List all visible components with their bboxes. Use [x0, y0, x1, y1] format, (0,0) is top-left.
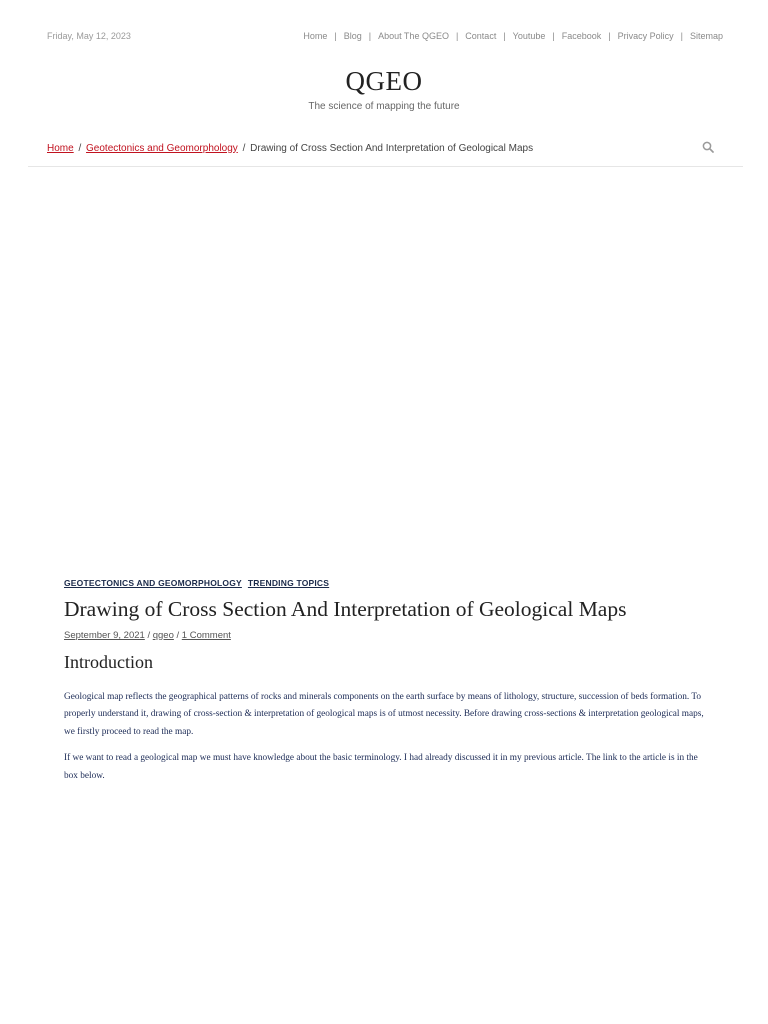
top-bar: [47, 28, 723, 44]
current-date: Friday, May 12, 2023: [47, 31, 131, 41]
breadcrumb-category-link[interactable]: Geotectonics and Geomorphology: [86, 142, 238, 154]
category-list: [64, 578, 714, 588]
article-paragraph: If we want to read a geological map we must have knowledge about the basic terminology. I had already discussed it in my previous article. The link to the article is in the box below.: [64, 753, 698, 781]
nav-separator: |: [680, 31, 683, 41]
nav-youtube[interactable]: Youtube: [512, 31, 546, 41]
nav-privacy-policy[interactable]: Privacy Policy: [617, 31, 674, 41]
post-meta: [64, 630, 714, 641]
header-divider: [28, 166, 743, 167]
nav-sitemap[interactable]: Sitemap: [689, 31, 723, 41]
breadcrumb-row: [47, 140, 716, 156]
post-title: Drawing of Cross Section And Interpretation of Geological Maps: [64, 597, 627, 621]
category-link-trending[interactable]: TRENDING TOPICS: [247, 578, 330, 588]
breadcrumb-current: Drawing of Cross Section And Interpretation of Geological Maps: [250, 142, 534, 154]
section-heading: Introduction: [64, 651, 153, 672]
top-nav: [303, 31, 723, 41]
nav-separator: |: [368, 31, 372, 41]
site-tagline: The science of mapping the future: [308, 101, 460, 112]
blank-ad-area: [28, 170, 743, 570]
meta-separator: /: [147, 629, 151, 641]
nav-separator: |: [455, 31, 459, 41]
post-author-link[interactable]: qgeo: [152, 629, 174, 641]
nav-contact[interactable]: Contact: [465, 31, 497, 41]
category-link-geotectonics[interactable]: GEOTECTONICS AND GEOMORPHOLOGY: [64, 578, 242, 588]
nav-separator: |: [503, 31, 506, 41]
breadcrumb-separator: /: [78, 142, 82, 154]
breadcrumb-home-link[interactable]: Home: [47, 142, 74, 154]
nav-facebook[interactable]: Facebook: [561, 31, 602, 41]
article: [64, 578, 714, 785]
nav-blog[interactable]: Blog: [343, 31, 362, 41]
article-paragraph: Geological map reflects the geographical patterns of rocks and minerals components on the earth surface by means of lithology, structure, succession of beds formation. To properly understand it, drawing of cross-section & interpretation of geological maps is of utmost necessity. Before drawing cross-sections & interpretation geological maps, we firstly proceed to read the map.: [64, 691, 704, 737]
breadcrumb-separator: /: [242, 142, 246, 154]
nav-about[interactable]: About The QGEO: [378, 31, 449, 41]
breadcrumb: [47, 143, 533, 154]
nav-separator: |: [334, 31, 337, 41]
site-branding: [0, 66, 768, 112]
site-title[interactable]: QGEO: [345, 66, 423, 96]
nav-home[interactable]: Home: [303, 31, 328, 41]
post-comments-link[interactable]: 1 Comment: [181, 629, 231, 641]
nav-separator: |: [552, 31, 555, 41]
nav-separator: |: [608, 31, 611, 41]
post-date-link[interactable]: September 9, 2021: [64, 629, 145, 641]
meta-separator: /: [176, 629, 180, 641]
search-icon[interactable]: [702, 141, 716, 155]
